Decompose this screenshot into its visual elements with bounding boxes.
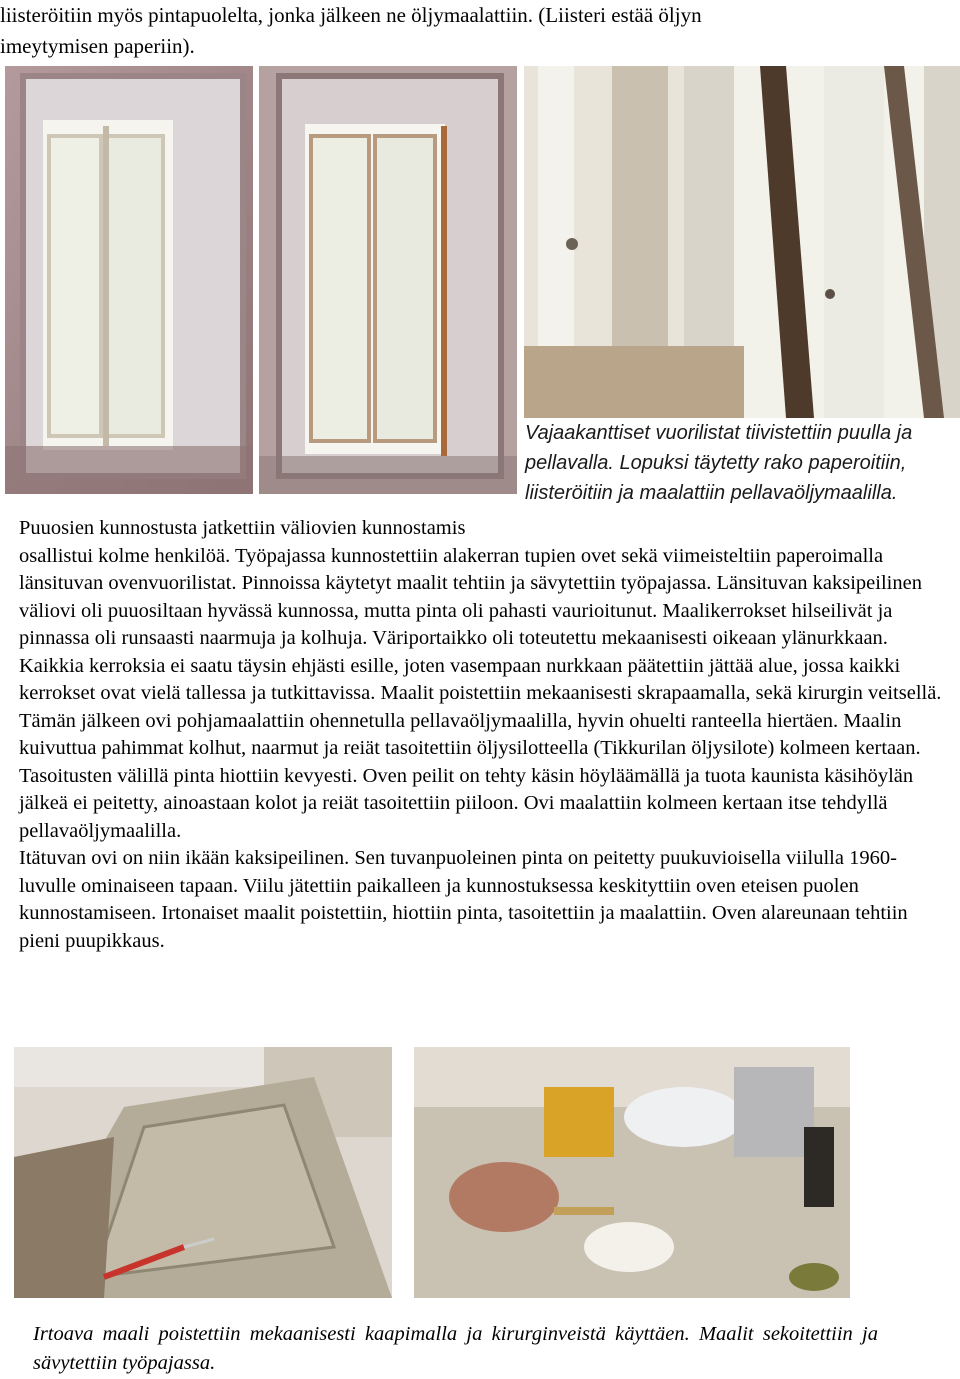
photo-window-left: [5, 66, 253, 494]
photo-paint-table: [414, 1047, 850, 1298]
text-mask: [524, 515, 960, 543]
body-text: [19, 515, 944, 955]
body-paragraph-second: Itätuvan ovi on niin ikään kaksipeilinen. Sen tuvanpuoleinen pinta on peitetty puukuvioisella viilulla 1960-luvulle ominaiseen tapaan. Viilu jätettiin paikalleen ja kunnostuksessa keskityttiin oven eteisen puolen kunnostamiseen. Irtonaiset maalit poistettiin, hiottiin pinta, tasoitettiin ja maalattiin. Oven alareunaan tehtiin pieni puupikkaus.: [19, 847, 908, 952]
photo-window-middle: [259, 66, 517, 494]
body-paragraph-main: osallistui kolme henkilöä. Työpajassa kunnostettiin alakerran tupien ovet sekä viimeisteltiin paperoimalla länsituvan ovenvuorilistat. Pinnoissa käytetyt maalit tehtiin ja sävytettiin työpajassa. Länsituvan kaksipeilinen väliovi oli puuosiltaan hyvässä kunnossa, mutta pinta oli pahasti vaurioitunut. Maalikerrokset hilseilivät ja pinnassa oli runsaasti naarmuja ja kolhuja. Väriportaikko oli toteutettu mekaanisesti oikeaan ylänurkkaan. Kaikkia kerroksia ei saatu täysin ehjästi esille, joten vasempaan nurkkaan päätettiin jättää alue, jossa kaikki kerrokset ovat vielä tallessa ja tutkittavissa. Maalit poistettiin mekaanisesti skrapaamalla, sekä kirurgin veitsellä. Tämän jälkeen ovi pohjamaalattiin ohennetulla pellavaöljymaalilla, hyvin ohuelti ranteella hiertäen. Maalin kuivuttua pahimmat kolhut, naarmut ja reiät tasoitettiin öljysilotteella (Tikkurilan öljysilote) kolmeen kertaan. Tasoitusten välillä pinta hiottiin kevyesti. Oven peilit on tehty käsin höyläämällä ja tuota kaunista käsihöylän jälkeä ei peitetty, ainoastaan kolot ja reiät tasoitettiin piiloon. Ovi maalattiin kolmeen kertaan itse tehdyllä pellavaöljymaalilla.: [19, 544, 942, 842]
photo-window-closeup: [524, 66, 960, 418]
photo-door: [14, 1047, 392, 1298]
body-paragraph-intro: Puuosien kunnostusta jatkettiin väliovien kunnostamis: [19, 517, 466, 539]
bottom-caption: Irtoava maali poistettiin mekaanisesti kaapimalla ja kirurginveistä käyttäen. Maalit sekoitettiin ja sävytettiin työpajassa.: [33, 1323, 878, 1374]
header-text: liisteröitiin myös pintapuolelta, jonka jälkeen ne öljymaalattiin. (Liisteri estää öljyn imeytymisen paperiin).: [0, 3, 702, 58]
windows-caption: Vajaakanttiset vuorilistat tiivistettiin puulla ja pellavalla. Lopuksi täytetty rako paperoitiin, liisteröitiin ja maalattiin pellavaöljymaalilla.: [521, 418, 960, 508]
